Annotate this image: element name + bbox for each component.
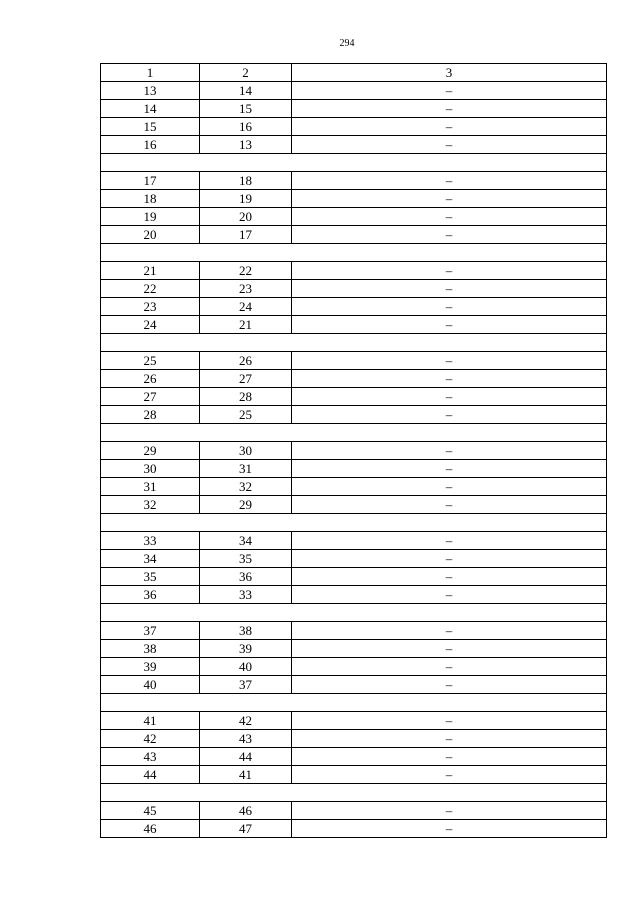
table-cell-col-1: 38 — [101, 640, 200, 658]
table-row — [101, 658, 607, 676]
table-cell-col-1: 24 — [101, 316, 200, 334]
separator-cell — [101, 244, 607, 262]
table-cell-col-2: 27 — [200, 370, 292, 388]
table-cell-col-1: 41 — [101, 712, 200, 730]
table-cell-col-2: 22 — [200, 262, 292, 280]
table-row — [101, 568, 607, 586]
table-row — [101, 478, 607, 496]
table-cell-col-1: 37 — [101, 622, 200, 640]
table-cell-col-2: 47 — [200, 820, 292, 838]
table-cell-col-2: 14 — [200, 82, 292, 100]
table-cell-col-3: – — [292, 190, 607, 208]
table-cell-col-2: 36 — [200, 568, 292, 586]
table-cell-col-2: 30 — [200, 442, 292, 460]
table-cell-col-2: 42 — [200, 712, 292, 730]
table-cell-col-2: 38 — [200, 622, 292, 640]
table-cell-col-2: 28 — [200, 388, 292, 406]
table-cell-col-1: 46 — [101, 820, 200, 838]
table-cell-col-1: 16 — [101, 136, 200, 154]
data-table — [100, 63, 607, 838]
table-cell-col-3: – — [292, 100, 607, 118]
table-cell-col-3: – — [292, 622, 607, 640]
table-row — [101, 100, 607, 118]
table-cell-col-3: – — [292, 568, 607, 586]
table-cell-col-3: – — [292, 478, 607, 496]
table-cell-col-1: 17 — [101, 172, 200, 190]
separator-cell — [101, 694, 607, 712]
table-row — [101, 406, 607, 424]
table-row — [101, 460, 607, 478]
table-cell-col-1: 29 — [101, 442, 200, 460]
table-cell-col-2: 37 — [200, 676, 292, 694]
table-cell-col-1: 35 — [101, 568, 200, 586]
table-row — [101, 316, 607, 334]
column-header-1: 1 — [101, 64, 200, 82]
table-row — [101, 766, 607, 784]
table-row — [101, 190, 607, 208]
table-cell-col-3: – — [292, 280, 607, 298]
table-cell-col-1: 44 — [101, 766, 200, 784]
table-cell-col-1: 32 — [101, 496, 200, 514]
table-cell-col-2: 46 — [200, 802, 292, 820]
group-separator-row — [101, 604, 607, 622]
table-row — [101, 496, 607, 514]
table-row — [101, 532, 607, 550]
table-cell-col-1: 22 — [101, 280, 200, 298]
table-cell-col-1: 23 — [101, 298, 200, 316]
table-cell-col-1: 21 — [101, 262, 200, 280]
group-separator-row — [101, 154, 607, 172]
table-cell-col-1: 39 — [101, 658, 200, 676]
page-number: 294 — [339, 38, 355, 49]
table-cell-col-3: – — [292, 118, 607, 136]
table-cell-col-2: 21 — [200, 316, 292, 334]
table-cell-col-1: 20 — [101, 226, 200, 244]
table-cell-col-1: 30 — [101, 460, 200, 478]
table-cell-col-3: – — [292, 550, 607, 568]
table-cell-col-3: – — [292, 748, 607, 766]
table-cell-col-3: – — [292, 388, 607, 406]
header-row — [101, 64, 607, 82]
table-cell-col-2: 31 — [200, 460, 292, 478]
table-cell-col-2: 33 — [200, 586, 292, 604]
table-row — [101, 640, 607, 658]
table-row — [101, 442, 607, 460]
table-cell-col-2: 24 — [200, 298, 292, 316]
table-cell-col-3: – — [292, 496, 607, 514]
column-header-2: 2 — [200, 64, 292, 82]
table-cell-col-2: 39 — [200, 640, 292, 658]
table-cell-col-3: – — [292, 406, 607, 424]
table-row — [101, 262, 607, 280]
table-row — [101, 226, 607, 244]
table-cell-col-1: 33 — [101, 532, 200, 550]
table-cell-col-2: 25 — [200, 406, 292, 424]
table-cell-col-1: 42 — [101, 730, 200, 748]
group-separator-row — [101, 244, 607, 262]
table-cell-col-1: 31 — [101, 478, 200, 496]
table-cell-col-3: – — [292, 730, 607, 748]
table-cell-col-2: 43 — [200, 730, 292, 748]
table-cell-col-1: 18 — [101, 190, 200, 208]
table-row — [101, 586, 607, 604]
table-row — [101, 676, 607, 694]
table-row — [101, 712, 607, 730]
table-cell-col-3: – — [292, 136, 607, 154]
table-cell-col-3: – — [292, 712, 607, 730]
table-cell-col-3: – — [292, 766, 607, 784]
table-row — [101, 370, 607, 388]
separator-cell — [101, 784, 607, 802]
table-cell-col-1: 14 — [101, 100, 200, 118]
table-cell-col-1: 34 — [101, 550, 200, 568]
table-cell-col-1: 13 — [101, 82, 200, 100]
table-cell-col-1: 43 — [101, 748, 200, 766]
table-cell-col-2: 16 — [200, 118, 292, 136]
table-cell-col-1: 36 — [101, 586, 200, 604]
separator-cell — [101, 334, 607, 352]
table-cell-col-3: – — [292, 676, 607, 694]
table-row — [101, 748, 607, 766]
group-separator-row — [101, 334, 607, 352]
table-cell-col-3: – — [292, 820, 607, 838]
table-cell-col-2: 34 — [200, 532, 292, 550]
table-cell-col-3: – — [292, 370, 607, 388]
table-row — [101, 118, 607, 136]
table-cell-col-2: 29 — [200, 496, 292, 514]
table-cell-col-1: 28 — [101, 406, 200, 424]
table-cell-col-3: – — [292, 172, 607, 190]
table-cell-col-3: – — [292, 298, 607, 316]
table-cell-col-2: 26 — [200, 352, 292, 370]
table-cell-col-2: 18 — [200, 172, 292, 190]
table-cell-col-2: 44 — [200, 748, 292, 766]
table-row — [101, 352, 607, 370]
table-cell-col-1: 27 — [101, 388, 200, 406]
table-cell-col-3: – — [292, 640, 607, 658]
table-cell-col-3: – — [292, 586, 607, 604]
table-row — [101, 820, 607, 838]
table-cell-col-2: 23 — [200, 280, 292, 298]
table-cell-col-1: 15 — [101, 118, 200, 136]
group-separator-row — [101, 784, 607, 802]
table-row — [101, 802, 607, 820]
separator-cell — [101, 604, 607, 622]
table-cell-col-2: 35 — [200, 550, 292, 568]
table-cell-col-2: 19 — [200, 190, 292, 208]
table-cell-col-1: 25 — [101, 352, 200, 370]
table-cell-col-3: – — [292, 82, 607, 100]
table-row — [101, 730, 607, 748]
table-cell-col-1: 40 — [101, 676, 200, 694]
table-row — [101, 550, 607, 568]
table-row — [101, 298, 607, 316]
column-header-3: 3 — [292, 64, 607, 82]
group-separator-row — [101, 424, 607, 442]
table-cell-col-3: – — [292, 532, 607, 550]
group-separator-row — [101, 694, 607, 712]
table-row — [101, 622, 607, 640]
table-cell-col-2: 13 — [200, 136, 292, 154]
table-cell-col-3: – — [292, 316, 607, 334]
table-cell-col-2: 41 — [200, 766, 292, 784]
table-cell-col-3: – — [292, 658, 607, 676]
table-cell-col-3: – — [292, 226, 607, 244]
table-cell-col-3: – — [292, 802, 607, 820]
table-row — [101, 280, 607, 298]
table-row — [101, 208, 607, 226]
table-cell-col-2: 15 — [200, 100, 292, 118]
table-body — [101, 64, 607, 838]
group-separator-row — [101, 514, 607, 532]
table-row — [101, 136, 607, 154]
separator-cell — [101, 514, 607, 532]
table-cell-col-3: – — [292, 208, 607, 226]
table-cell-col-3: – — [292, 442, 607, 460]
table-cell-col-2: 40 — [200, 658, 292, 676]
separator-cell — [101, 154, 607, 172]
table-row — [101, 172, 607, 190]
table-cell-col-1: 19 — [101, 208, 200, 226]
table-cell-col-2: 17 — [200, 226, 292, 244]
table-cell-col-3: – — [292, 262, 607, 280]
table-cell-col-2: 20 — [200, 208, 292, 226]
table-cell-col-2: 32 — [200, 478, 292, 496]
table-cell-col-3: – — [292, 460, 607, 478]
table-cell-col-1: 26 — [101, 370, 200, 388]
separator-cell — [101, 424, 607, 442]
table-row — [101, 388, 607, 406]
table-cell-col-3: – — [292, 352, 607, 370]
table-cell-col-1: 45 — [101, 802, 200, 820]
table-row — [101, 82, 607, 100]
